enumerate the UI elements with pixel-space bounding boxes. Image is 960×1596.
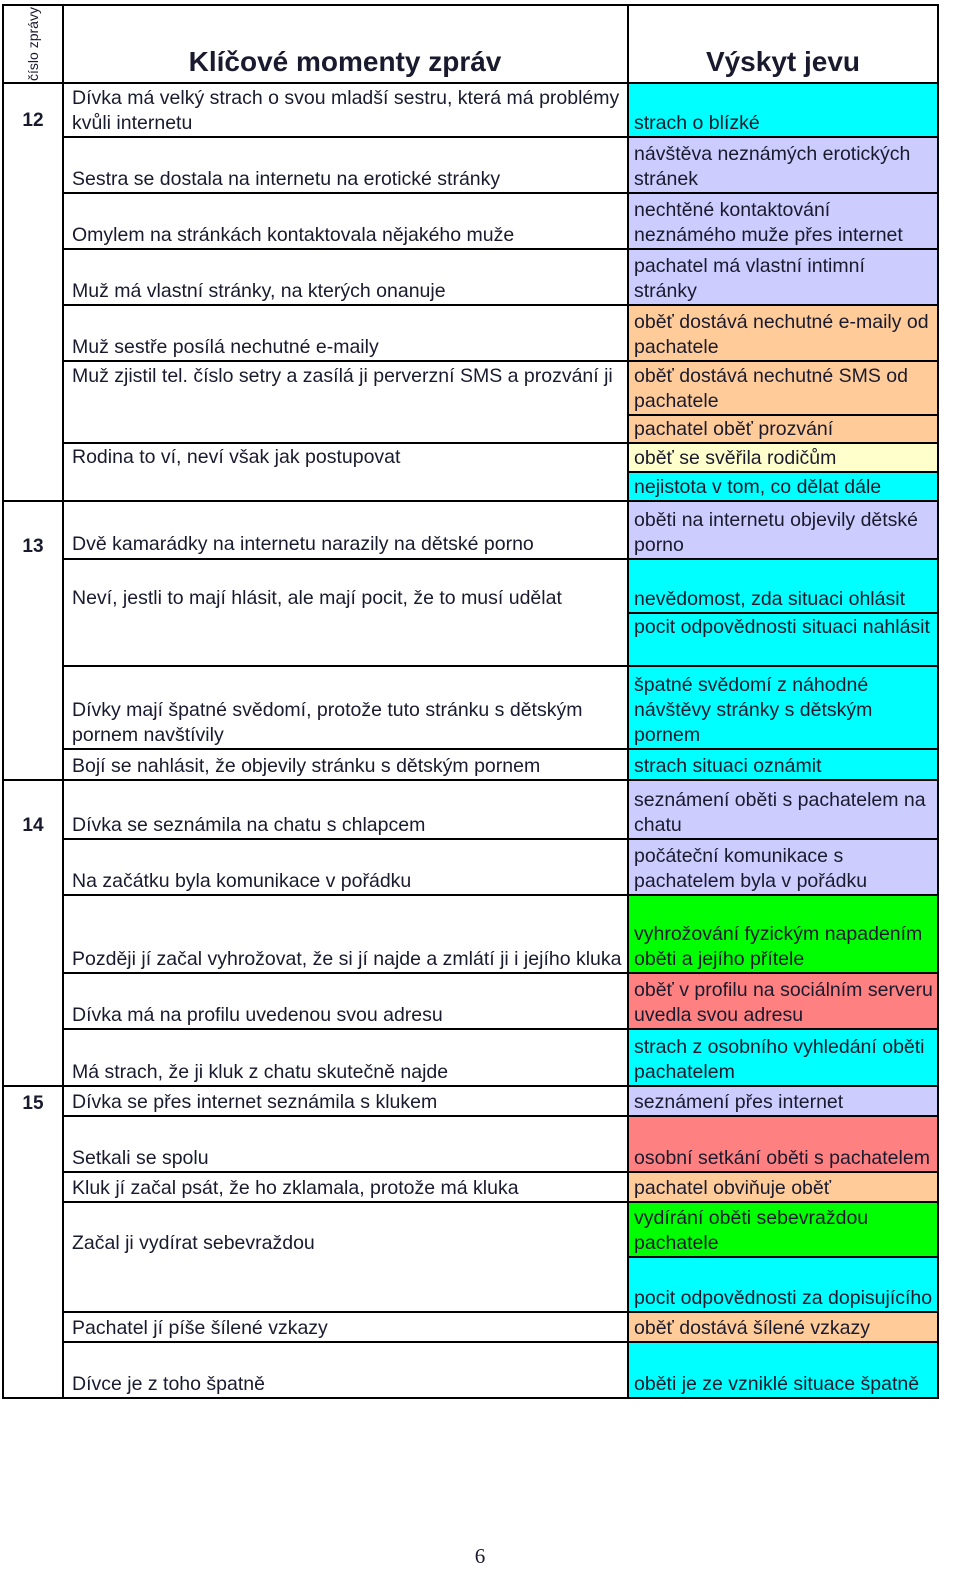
moment-text: Muž sestře posílá nechutné e-maily [72,336,379,358]
header-key-moments: Klíčové momenty zpráv [188,46,502,77]
phenomenon-text: vyhrožování fyzickým napadením oběti a jejího přítele [634,923,923,970]
phenomenon-text: pachatel obviňuje oběť [634,1177,832,1199]
row-divider [62,442,939,444]
moment-text: Neví, jestli to mají hlásit, ale mají pocit, že to musí udělat [72,587,562,609]
header-divider [2,82,939,84]
row-divider [62,248,939,250]
moment-text: Dívce je z toho špatně [72,1373,265,1395]
row-divider [62,1341,939,1343]
row-divider [629,612,939,614]
phenomenon-text: oběti je ze vzniklé situace špatně [634,1373,920,1395]
phenomenon-text: nevědomost, zda situaci ohlásit [634,588,905,610]
phenomenon-text: osobní setkání oběti s pachatelem [634,1147,930,1169]
column-divider [62,4,64,1399]
header-message-number-label: číslo zprávy [25,7,41,81]
row-divider [62,838,939,840]
row-divider [62,972,939,974]
row-divider [629,414,939,416]
row-divider [629,471,939,473]
phenomenon-text: strach o blízké [634,112,760,134]
phenomenon-text: nejistota v tom, co dělat dále [634,476,882,498]
moment-text: Dívky mají špatné svědomí, protože tuto stránku s dětským pornem navštívily [72,699,583,746]
row-divider [62,1311,939,1313]
moment-text: Má strach, že ji kluk z chatu skutečně najde [72,1061,449,1083]
phenomenon-text: oběť dostává nechutné e-maily od pachatele [634,311,929,358]
phenomenon-text: vydírání oběti sebevraždou pachatele [634,1207,869,1254]
phenomenon-text: oběti na internetu objevily dětské porno [634,509,919,556]
phenomenon-text: seznámení přes internet [634,1091,844,1113]
moment-text: Dívka má velký strach o svou mladší sestru, která má problémy kvůli internetu [72,87,620,134]
moment-text: Bojí se nahlásit, že objevily stránku s dětským pornem [72,755,541,777]
moment-text: Muž má vlastní stránky, na kterých onanuje [72,280,446,302]
header-message-number [4,6,62,82]
message-divider [2,1085,939,1087]
table-border-right [937,4,939,1399]
column-divider [627,4,629,1399]
row-divider [62,665,939,667]
row-divider [62,136,939,138]
row-divider [62,1201,939,1203]
phenomenon-text: nechtěné kontaktování neznámého muže přes internet [634,199,903,246]
phenomenon-text: oběť dostává šílené vzkazy [634,1317,871,1339]
phenomenon-text: pachatel má vlastní intimní stránky [634,255,865,302]
phenomenon-text: počáteční komunikace s pachatelem byla v pořádku [634,845,868,892]
moment-text: Dívka se přes internet seznámila s klukem [72,1091,438,1113]
moment-text: Rodina to ví, neví však jak postupovat [72,446,401,468]
phenomenon-text: oběť v profilu na sociálním serveru uvedla svou adresu [634,979,933,1026]
phenomenon-text: seznámení oběti s pachatelem na chatu [634,789,926,836]
table-border-bottom [2,1397,939,1399]
phenomenon-text: strach z osobního vyhledání oběti pachatelem [634,1036,925,1083]
phenomenon-text: pocit odpovědnosti situaci nahlásit [634,616,930,638]
phenomenon-text: pachatel oběť prozvání [634,418,834,440]
phenomenon-text: oběť dostává nechutné SMS od pachatele [634,365,908,412]
table-border-left [2,4,4,1399]
moment-text: Kluk jí začal psát, že ho zklamala, protože má kluka [72,1177,519,1199]
row-divider [62,192,939,194]
phenomenon-text: pocit odpovědnosti za dopisujícího [634,1287,933,1309]
row-divider [62,360,939,362]
moment-text: Dvě kamarádky na internetu narazily na dětské porno [72,533,534,555]
message-number: 14 [22,815,44,836]
row-divider [62,304,939,306]
moment-text: Dívka se seznámila na chatu s chlapcem [72,814,426,836]
page-number: 6 [474,1544,486,1568]
moment-text: Sestra se dostala na internetu na erotické stránky [72,168,501,190]
moment-text: Muž zjistil tel. číslo setry a zasílá ji perverzní SMS a prozvání ji [72,365,613,387]
row-divider [62,558,939,560]
row-divider [62,1115,939,1117]
message-divider [2,500,939,502]
moment-text: Omylem na stránkách kontaktovala nějakého muže [72,224,515,246]
row-divider [629,1256,939,1258]
moment-text: Setkali se spolu [72,1147,209,1169]
row-divider [62,748,939,750]
row-divider [62,1171,939,1173]
moment-text: Na začátku byla komunikace v pořádku [72,870,412,892]
phenomenon-text: strach situaci oznámit [634,755,822,777]
moment-text: Začal ji vydírat sebevraždou [72,1232,315,1254]
table-border-top [2,4,939,6]
moment-text: Pachatel jí píše šílené vzkazy [72,1317,328,1339]
message-number: 13 [22,536,44,557]
message-number: 12 [22,110,44,131]
row-divider [62,894,939,896]
phenomenon-text: návštěva neznámých erotických stránek [634,143,911,190]
message-number: 15 [22,1093,44,1114]
message-divider [2,779,939,781]
phenomenon-text: špatné svědomí z náhodné návštěvy stránky s dětským pornem [634,674,873,746]
phenomenon-text: oběť se svěřila rodičům [634,447,837,469]
moment-text: Později jí začal vyhrožovat, že si jí najde a zmlátí ji i jejího kluka [72,948,622,970]
row-divider [62,1028,939,1030]
moment-text: Dívka má na profilu uvedenou svou adresu [72,1004,443,1026]
header-phenomenon: Výskyt jevu [705,46,861,77]
